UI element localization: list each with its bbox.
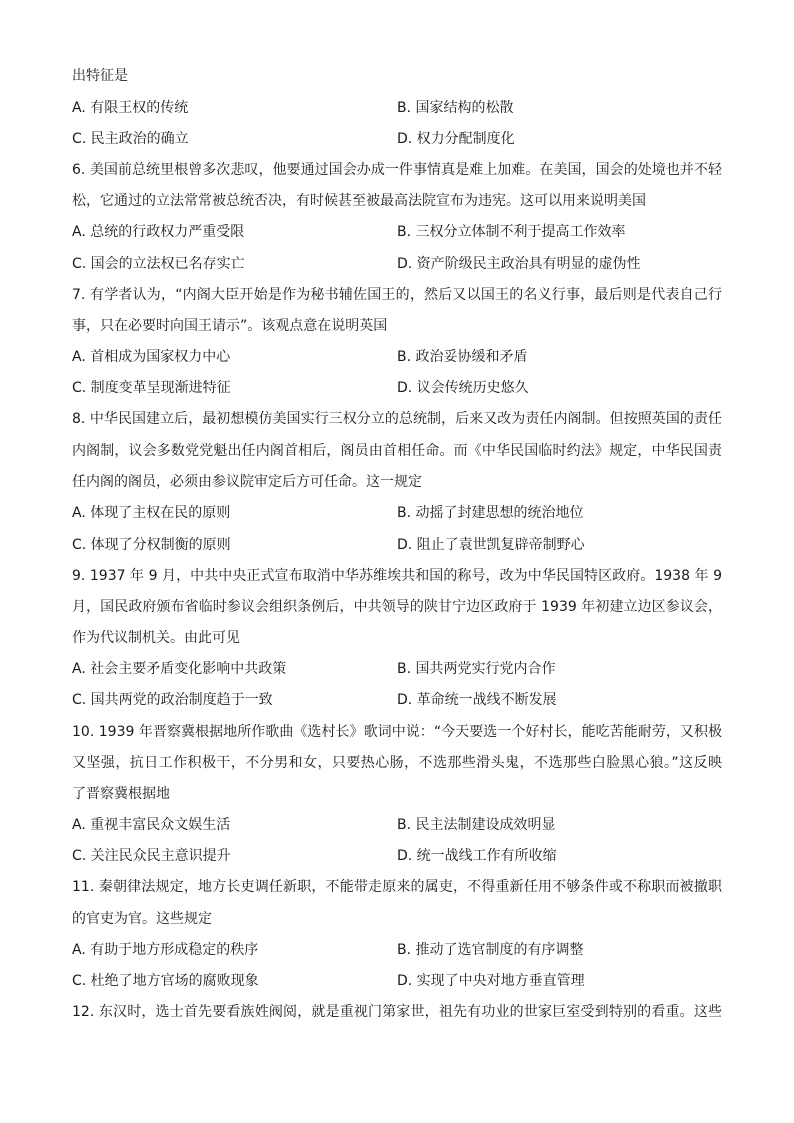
- q11-option-c: C. 杜绝了地方官场的腐败现象: [72, 973, 259, 989]
- q7-option-a: A. 首相成为国家权力中心: [72, 349, 231, 365]
- q10-option-d: D. 统一战线工作有所收缩: [397, 848, 557, 864]
- q10-option-c: C. 关注民众民主意识提升: [72, 848, 231, 864]
- q6-stem-line-1: 6. 美国前总统里根曾多次悲叹，他要通过国会办成一件事情真是难上加难。在美国，国会的处境也并不轻: [72, 162, 722, 178]
- q9-option-b: B. 国共两党实行党内合作: [397, 661, 556, 677]
- q9-option-d: D. 革命统一战线不断发展: [397, 692, 557, 708]
- q10-option-b: B. 民主法制建设成效明显: [397, 817, 556, 833]
- q12-stem-line-1: 12. 东汉时，选士首先要看族姓阀阅，就是重视门第家世，祖先有功业的世家巨室受到特别的看重。这些: [72, 1004, 722, 1020]
- q9-stem-line-2: 月，国民政府颁布省临时参议会组织条例后，中共领导的陕甘宁边区政府于 1939 年初建立边区参议会，: [72, 599, 722, 615]
- q8-option-d: D. 阻止了袁世凯复辟帝制野心: [397, 537, 585, 553]
- q9-stem-line-3: 作为代议制机关。由此可见: [72, 630, 240, 646]
- q8-stem-line-1: 8. 中华民国建立后，最初想模仿美国实行三权分立的总统制，后来又改为责任内阁制。但按照英国的责任: [72, 411, 722, 427]
- q8-option-c: C. 体现了分权制衡的原则: [72, 537, 231, 553]
- q6-option-c: C. 国会的立法权已名存实亡: [72, 256, 245, 272]
- q5-option-d: D. 权力分配制度化: [397, 131, 515, 147]
- q11-stem-line-1: 11. 秦朝律法规定，地方长吏调任新职，不能带走原来的属吏，不得重新任用不够条件或不称职而被撤职: [72, 879, 722, 895]
- q7-option-c: C. 制度变革呈现渐进特征: [72, 380, 231, 396]
- q10-option-a: A. 重视丰富民众文娱生活: [72, 817, 231, 833]
- q10-stem-line-1: 10. 1939 年晋察冀根据地所作歌曲《选村长》歌词中说：“今天要选一个好村长，能吃苦能耐劳，又积极: [72, 724, 722, 740]
- carry-over-line: 出特征是: [72, 68, 128, 84]
- q9-option-a: A. 社会主要矛盾变化影响中共政策: [72, 661, 287, 677]
- q6-option-a: A. 总统的行政权力严重受限: [72, 224, 245, 240]
- q10-stem-line-3: 了晋察冀根据地: [72, 786, 170, 802]
- q8-option-a: A. 体现了主权在民的原则: [72, 505, 231, 521]
- q8-option-b: B. 动摇了封建思想的统治地位: [397, 505, 584, 521]
- q5-option-b: B. 国家结构的松散: [397, 100, 514, 116]
- q11-option-b: B. 推动了选官制度的有序调整: [397, 942, 584, 958]
- q6-stem-line-2: 松，它通过的立法常常被总统否决，有时候甚至被最高法院宣布为违宪。这可以用来说明美国: [72, 193, 646, 209]
- q7-stem-line-1: 7. 有学者认为，“内阁大臣开始是作为秘书辅佐国王的，然后又以国王的名义行事，最后则是代表自己行: [72, 287, 722, 303]
- q7-option-d: D. 议会传统历史悠久: [397, 380, 529, 396]
- q6-option-b: B. 三权分立体制不利于提高工作效率: [397, 224, 626, 240]
- q11-option-d: D. 实现了中央对地方垂直管理: [397, 973, 585, 989]
- q7-option-b: B. 政治妥协缓和矛盾: [397, 349, 528, 365]
- q10-stem-line-2: 又坚强，抗日工作积极干，不分男和女，只要热心肠，不选那些滑头鬼，不选那些白脸黑心狼。”这反映: [72, 755, 722, 771]
- q11-stem-line-2: 的官吏为官。这些规定: [72, 911, 212, 927]
- q8-stem-line-3: 任内阁的阁员，必须由参议院审定后方可任命。这一规定: [72, 474, 422, 490]
- q8-stem-line-2: 内阁制，议会多数党党魁出任内阁首相后，阁员由首相任命。而《中华民国临时约法》规定，中华民国责: [72, 443, 722, 459]
- q9-option-c: C. 国共两党的政治制度趋于一致: [72, 692, 273, 708]
- q5-option-c: C. 民主政治的确立: [72, 131, 189, 147]
- q7-stem-line-2: 事，只在必要时向国王请示”。该观点意在说明英国: [72, 318, 388, 334]
- q6-option-d: D. 资产阶级民主政治具有明显的虚伪性: [397, 256, 641, 272]
- q11-option-a: A. 有助于地方形成稳定的秩序: [72, 942, 259, 958]
- q5-option-a: A. 有限王权的传统: [72, 100, 189, 116]
- q9-stem-line-1: 9. 1937 年 9 月，中共中央正式宣布取消中华苏维埃共和国的称号，改为中华民国特区政府。1938 年 9: [72, 568, 722, 584]
